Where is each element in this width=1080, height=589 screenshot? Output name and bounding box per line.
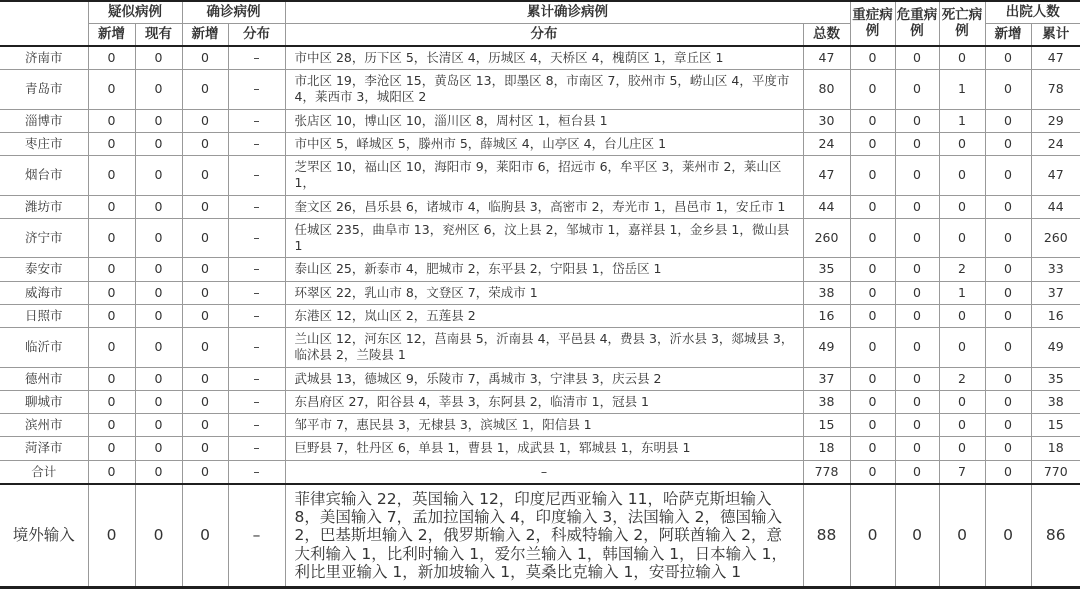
discharged-total: 15 bbox=[1031, 414, 1080, 437]
severe-count: 0 bbox=[850, 304, 895, 327]
header-suspected-group: 疑似病例 bbox=[88, 1, 182, 23]
header-discharged-group: 出院人数 bbox=[985, 1, 1080, 23]
discharged-new: 0 bbox=[985, 109, 1031, 132]
severe-count: 0 bbox=[850, 70, 895, 110]
severe-count: 0 bbox=[850, 109, 895, 132]
critical-count: 0 bbox=[895, 218, 939, 258]
discharged-total: 47 bbox=[1031, 46, 1080, 70]
discharged-total: 78 bbox=[1031, 70, 1080, 110]
discharged-total: 38 bbox=[1031, 390, 1080, 413]
severe-count: 0 bbox=[850, 258, 895, 281]
city-name: 威海市 bbox=[0, 281, 88, 304]
confirmed-dist: – bbox=[228, 304, 285, 327]
city-name: 济南市 bbox=[0, 46, 88, 70]
confirmed-new: 0 bbox=[182, 304, 228, 327]
table-row-binzhou bbox=[0, 414, 1080, 437]
severe-count: 0 bbox=[850, 367, 895, 390]
suspected-new: 0 bbox=[88, 437, 135, 460]
header-suspected-new: 新增 bbox=[88, 23, 135, 45]
critical-count: 0 bbox=[895, 367, 939, 390]
severe-count: 0 bbox=[850, 328, 895, 368]
death-count: 7 bbox=[939, 460, 985, 484]
table-row-weihai bbox=[0, 281, 1080, 304]
city-name: 临沂市 bbox=[0, 328, 88, 368]
suspected-existing: 0 bbox=[135, 367, 182, 390]
cumulative-total: 18 bbox=[803, 437, 850, 460]
discharged-total: 44 bbox=[1031, 195, 1080, 218]
header-confirmed-new: 新增 bbox=[182, 23, 228, 45]
confirmed-new: 0 bbox=[182, 281, 228, 304]
discharged-new: 0 bbox=[985, 281, 1031, 304]
header-confirmed-dist: 分布 bbox=[228, 23, 285, 45]
severe-count: 0 bbox=[850, 156, 895, 196]
discharged-new: 0 bbox=[985, 46, 1031, 70]
table-row-liaocheng bbox=[0, 390, 1080, 413]
confirmed-dist: – bbox=[228, 132, 285, 155]
city-name: 德州市 bbox=[0, 367, 88, 390]
suspected-new: 0 bbox=[88, 109, 135, 132]
cumulative-dist: 兰山区 12，河东区 12，莒南县 5，沂南县 4，平邑县 4，费县 3，沂水县 3，郯城县 3，临沭县 2，兰陵县 1 bbox=[285, 328, 803, 368]
critical-count: 0 bbox=[895, 328, 939, 368]
severe-count: 0 bbox=[850, 46, 895, 70]
discharged-new: 0 bbox=[985, 367, 1031, 390]
cumulative-total: 49 bbox=[803, 328, 850, 368]
cumulative-total: 260 bbox=[803, 218, 850, 258]
critical-count: 0 bbox=[895, 46, 939, 70]
suspected-new: 0 bbox=[88, 484, 135, 588]
suspected-existing: 0 bbox=[135, 328, 182, 368]
cumulative-total: 35 bbox=[803, 258, 850, 281]
confirmed-new: 0 bbox=[182, 109, 228, 132]
imported-label: 境外输入 bbox=[0, 484, 88, 588]
discharged-total: 18 bbox=[1031, 437, 1080, 460]
cumulative-dist: 东昌府区 27，阳谷县 4，莘县 3，东阿县 2，临清市 1，冠县 1 bbox=[285, 390, 803, 413]
discharged-new: 0 bbox=[985, 70, 1031, 110]
city-name: 菏泽市 bbox=[0, 437, 88, 460]
confirmed-dist: – bbox=[228, 460, 285, 484]
discharged-total: 260 bbox=[1031, 218, 1080, 258]
table-row-rizhao bbox=[0, 304, 1080, 327]
table-row-qingdao bbox=[0, 70, 1080, 110]
city-name: 聊城市 bbox=[0, 390, 88, 413]
cumulative-dist: 泰山区 25，新泰市 4，肥城市 2，东平县 2，宁阳县 1，岱岳区 1 bbox=[285, 258, 803, 281]
critical-count: 0 bbox=[895, 390, 939, 413]
suspected-new: 0 bbox=[88, 218, 135, 258]
suspected-existing: 0 bbox=[135, 46, 182, 70]
confirmed-new: 0 bbox=[182, 390, 228, 413]
discharged-total: 33 bbox=[1031, 258, 1080, 281]
cumulative-dist: 张店区 10，博山区 10，淄川区 8，周村区 1，桓台县 1 bbox=[285, 109, 803, 132]
suspected-existing: 0 bbox=[135, 460, 182, 484]
death-count: 0 bbox=[939, 46, 985, 70]
death-count: 2 bbox=[939, 367, 985, 390]
confirmed-new: 0 bbox=[182, 367, 228, 390]
confirmed-new: 0 bbox=[182, 437, 228, 460]
header-corner bbox=[0, 1, 88, 46]
death-count: 0 bbox=[939, 328, 985, 368]
death-count: 0 bbox=[939, 304, 985, 327]
cumulative-dist: 市北区 19，李沧区 15，黄岛区 13，即墨区 8，市南区 7，胶州市 5，崂山区 4，平度市 4，莱西市 3，城阳区 2 bbox=[285, 70, 803, 110]
header-discharged-total: 累计 bbox=[1031, 23, 1080, 45]
total-label: 合计 bbox=[0, 460, 88, 484]
city-name: 青岛市 bbox=[0, 70, 88, 110]
critical-count: 0 bbox=[895, 70, 939, 110]
suspected-new: 0 bbox=[88, 70, 135, 110]
cumulative-dist: 任城区 235，曲阜市 13，兖州区 6，汶上县 2，邹城市 1，嘉祥县 1，金乡县 1，微山县 1 bbox=[285, 218, 803, 258]
city-name: 泰安市 bbox=[0, 258, 88, 281]
severe-count: 0 bbox=[850, 195, 895, 218]
confirmed-new: 0 bbox=[182, 46, 228, 70]
critical-count: 0 bbox=[895, 132, 939, 155]
discharged-total: 770 bbox=[1031, 460, 1080, 484]
death-count: 0 bbox=[939, 437, 985, 460]
discharged-total: 29 bbox=[1031, 109, 1080, 132]
cumulative-total: 80 bbox=[803, 70, 850, 110]
critical-count: 0 bbox=[895, 484, 939, 588]
critical-count: 0 bbox=[895, 304, 939, 327]
city-name: 日照市 bbox=[0, 304, 88, 327]
confirmed-dist: – bbox=[228, 484, 285, 588]
header-critical: 危重病例 bbox=[895, 1, 939, 46]
suspected-existing: 0 bbox=[135, 414, 182, 437]
discharged-total: 24 bbox=[1031, 132, 1080, 155]
confirmed-dist: – bbox=[228, 328, 285, 368]
discharged-new: 0 bbox=[985, 218, 1031, 258]
confirmed-new: 0 bbox=[182, 258, 228, 281]
critical-count: 0 bbox=[895, 258, 939, 281]
discharged-new: 0 bbox=[985, 390, 1031, 413]
suspected-existing: 0 bbox=[135, 304, 182, 327]
discharged-total: 47 bbox=[1031, 156, 1080, 196]
cumulative-total: 16 bbox=[803, 304, 850, 327]
death-count: 0 bbox=[939, 195, 985, 218]
confirmed-dist: – bbox=[228, 156, 285, 196]
confirmed-new: 0 bbox=[182, 195, 228, 218]
death-count: 0 bbox=[939, 484, 985, 588]
death-count: 0 bbox=[939, 132, 985, 155]
suspected-new: 0 bbox=[88, 460, 135, 484]
discharged-new: 0 bbox=[985, 304, 1031, 327]
severe-count: 0 bbox=[850, 484, 895, 588]
suspected-existing: 0 bbox=[135, 437, 182, 460]
discharged-new: 0 bbox=[985, 195, 1031, 218]
header-severe: 重症病例 bbox=[850, 1, 895, 46]
header-cumulative-dist: 分布 bbox=[285, 23, 803, 45]
cumulative-dist: 邹平市 7，惠民县 3，无棣县 3，滨城区 1，阳信县 1 bbox=[285, 414, 803, 437]
discharged-new: 0 bbox=[985, 132, 1031, 155]
discharged-new: 0 bbox=[985, 328, 1031, 368]
cumulative-total: 38 bbox=[803, 390, 850, 413]
city-name: 滨州市 bbox=[0, 414, 88, 437]
city-name: 淄博市 bbox=[0, 109, 88, 132]
header-cumulative-total: 总数 bbox=[803, 23, 850, 45]
critical-count: 0 bbox=[895, 437, 939, 460]
discharged-new: 0 bbox=[985, 437, 1031, 460]
suspected-existing: 0 bbox=[135, 218, 182, 258]
confirmed-dist: – bbox=[228, 414, 285, 437]
confirmed-dist: – bbox=[228, 218, 285, 258]
table-row-yantai bbox=[0, 156, 1080, 196]
confirmed-new: 0 bbox=[182, 218, 228, 258]
suspected-new: 0 bbox=[88, 258, 135, 281]
suspected-new: 0 bbox=[88, 367, 135, 390]
discharged-new: 0 bbox=[985, 156, 1031, 196]
cumulative-total: 30 bbox=[803, 109, 850, 132]
critical-count: 0 bbox=[895, 156, 939, 196]
severe-count: 0 bbox=[850, 281, 895, 304]
confirmed-dist: – bbox=[228, 390, 285, 413]
death-count: 0 bbox=[939, 156, 985, 196]
cumulative-total: 47 bbox=[803, 46, 850, 70]
death-count: 0 bbox=[939, 390, 985, 413]
suspected-existing: 0 bbox=[135, 156, 182, 196]
cumulative-dist: 环翠区 22，乳山市 8，文登区 7，荣成市 1 bbox=[285, 281, 803, 304]
confirmed-new: 0 bbox=[182, 132, 228, 155]
city-name: 济宁市 bbox=[0, 218, 88, 258]
header-death: 死亡病例 bbox=[939, 1, 985, 46]
death-count: 1 bbox=[939, 281, 985, 304]
death-count: 0 bbox=[939, 414, 985, 437]
discharged-total: 35 bbox=[1031, 367, 1080, 390]
table-row-imported bbox=[0, 484, 1080, 588]
severe-count: 0 bbox=[850, 460, 895, 484]
cumulative-dist: 武城县 13，德城区 9，乐陵市 7，禹城市 3，宁津县 3，庆云县 2 bbox=[285, 367, 803, 390]
cumulative-total: 778 bbox=[803, 460, 850, 484]
confirmed-dist: – bbox=[228, 367, 285, 390]
header-suspected-existing: 现有 bbox=[135, 23, 182, 45]
header-confirmed-group: 确诊病例 bbox=[182, 1, 285, 23]
confirmed-dist: – bbox=[228, 281, 285, 304]
cumulative-total: 37 bbox=[803, 367, 850, 390]
discharged-new: 0 bbox=[985, 414, 1031, 437]
table-row-jinan bbox=[0, 46, 1080, 70]
discharged-total: 16 bbox=[1031, 304, 1080, 327]
cumulative-total: 44 bbox=[803, 195, 850, 218]
death-count: 0 bbox=[939, 218, 985, 258]
death-count: 1 bbox=[939, 70, 985, 110]
suspected-new: 0 bbox=[88, 390, 135, 413]
cumulative-dist: 东港区 12，岚山区 2，五莲县 2 bbox=[285, 304, 803, 327]
cumulative-total: 47 bbox=[803, 156, 850, 196]
cumulative-dist: 奎文区 26，昌乐县 6，诸城市 4，临朐县 3，高密市 2，寿光市 1，昌邑市 1，安丘市 1 bbox=[285, 195, 803, 218]
confirmed-dist: – bbox=[228, 258, 285, 281]
confirmed-new: 0 bbox=[182, 460, 228, 484]
critical-count: 0 bbox=[895, 281, 939, 304]
suspected-existing: 0 bbox=[135, 258, 182, 281]
discharged-total: 86 bbox=[1031, 484, 1080, 588]
table-row-zaozhuang bbox=[0, 132, 1080, 155]
confirmed-dist: – bbox=[228, 109, 285, 132]
suspected-new: 0 bbox=[88, 46, 135, 70]
suspected-new: 0 bbox=[88, 132, 135, 155]
table-row-taian bbox=[0, 258, 1080, 281]
cumulative-dist: 市中区 28，历下区 5，长清区 4，历城区 4，天桥区 4，槐荫区 1，章丘区 1 bbox=[285, 46, 803, 70]
table-row-total bbox=[0, 460, 1080, 484]
table-row-heze bbox=[0, 437, 1080, 460]
discharged-total: 37 bbox=[1031, 281, 1080, 304]
suspected-existing: 0 bbox=[135, 132, 182, 155]
table-row-weifang bbox=[0, 195, 1080, 218]
table-row-zibo bbox=[0, 109, 1080, 132]
death-count: 2 bbox=[939, 258, 985, 281]
city-name: 枣庄市 bbox=[0, 132, 88, 155]
severe-count: 0 bbox=[850, 390, 895, 413]
confirmed-dist: – bbox=[228, 437, 285, 460]
city-name: 烟台市 bbox=[0, 156, 88, 196]
suspected-new: 0 bbox=[88, 304, 135, 327]
discharged-total: 49 bbox=[1031, 328, 1080, 368]
table-row-jining bbox=[0, 218, 1080, 258]
header-cumulative-group: 累计确诊病例 bbox=[285, 1, 850, 23]
severe-count: 0 bbox=[850, 437, 895, 460]
death-count: 1 bbox=[939, 109, 985, 132]
suspected-new: 0 bbox=[88, 281, 135, 304]
cumulative-total: 88 bbox=[803, 484, 850, 588]
header-discharged-new: 新增 bbox=[985, 23, 1031, 45]
severe-count: 0 bbox=[850, 414, 895, 437]
cumulative-dist: 巨野县 7，牡丹区 6，单县 1，曹县 1，成武县 1，郓城县 1，东明县 1 bbox=[285, 437, 803, 460]
cumulative-dist: 菲律宾输入 22，英国输入 12，印度尼西亚输入 11，哈萨克斯坦输入 8，美国输入 7，孟加拉国输入 4，印度输入 3，法国输入 2，德国输入 2，巴基斯坦输入 2，俄罗斯输入 2，科威特输入 2，阿联酋输入 2，意大利输入 1，比利时输入 1，爱尔兰输入 1，韩国输入 1，日本输入 1，利比里亚输入 1，新加坡输入 1，莫桑比克输入 1，安哥拉输入 1 bbox=[285, 484, 803, 588]
confirmed-dist: – bbox=[228, 70, 285, 110]
suspected-new: 0 bbox=[88, 195, 135, 218]
discharged-new: 0 bbox=[985, 460, 1031, 484]
suspected-existing: 0 bbox=[135, 195, 182, 218]
suspected-existing: 0 bbox=[135, 281, 182, 304]
confirmed-new: 0 bbox=[182, 70, 228, 110]
cumulative-total: 15 bbox=[803, 414, 850, 437]
confirmed-dist: – bbox=[228, 46, 285, 70]
cumulative-total: 24 bbox=[803, 132, 850, 155]
cumulative-dist: 市中区 5，峄城区 5，滕州市 5，薛城区 4，山亭区 4，台儿庄区 1 bbox=[285, 132, 803, 155]
confirmed-new: 0 bbox=[182, 414, 228, 437]
suspected-existing: 0 bbox=[135, 70, 182, 110]
discharged-new: 0 bbox=[985, 484, 1031, 588]
discharged-new: 0 bbox=[985, 258, 1031, 281]
confirmed-dist: – bbox=[228, 195, 285, 218]
suspected-existing: 0 bbox=[135, 390, 182, 413]
critical-count: 0 bbox=[895, 460, 939, 484]
suspected-existing: 0 bbox=[135, 484, 182, 588]
severe-count: 0 bbox=[850, 218, 895, 258]
severe-count: 0 bbox=[850, 132, 895, 155]
confirmed-new: 0 bbox=[182, 156, 228, 196]
header-row-groups bbox=[0, 1, 1080, 23]
table-row-linyi bbox=[0, 328, 1080, 368]
cumulative-dist: – bbox=[285, 460, 803, 484]
suspected-new: 0 bbox=[88, 414, 135, 437]
suspected-new: 0 bbox=[88, 156, 135, 196]
suspected-existing: 0 bbox=[135, 109, 182, 132]
confirmed-new: 0 bbox=[182, 484, 228, 588]
cumulative-total: 38 bbox=[803, 281, 850, 304]
confirmed-new: 0 bbox=[182, 328, 228, 368]
table-row-dezhou bbox=[0, 367, 1080, 390]
critical-count: 0 bbox=[895, 109, 939, 132]
critical-count: 0 bbox=[895, 195, 939, 218]
critical-count: 0 bbox=[895, 414, 939, 437]
city-name: 潍坊市 bbox=[0, 195, 88, 218]
suspected-new: 0 bbox=[88, 328, 135, 368]
cumulative-dist: 芝罘区 10，福山区 10，海阳市 9，莱阳市 6，招远市 6，牟平区 3，莱州市 2，莱山区 1， bbox=[285, 156, 803, 196]
